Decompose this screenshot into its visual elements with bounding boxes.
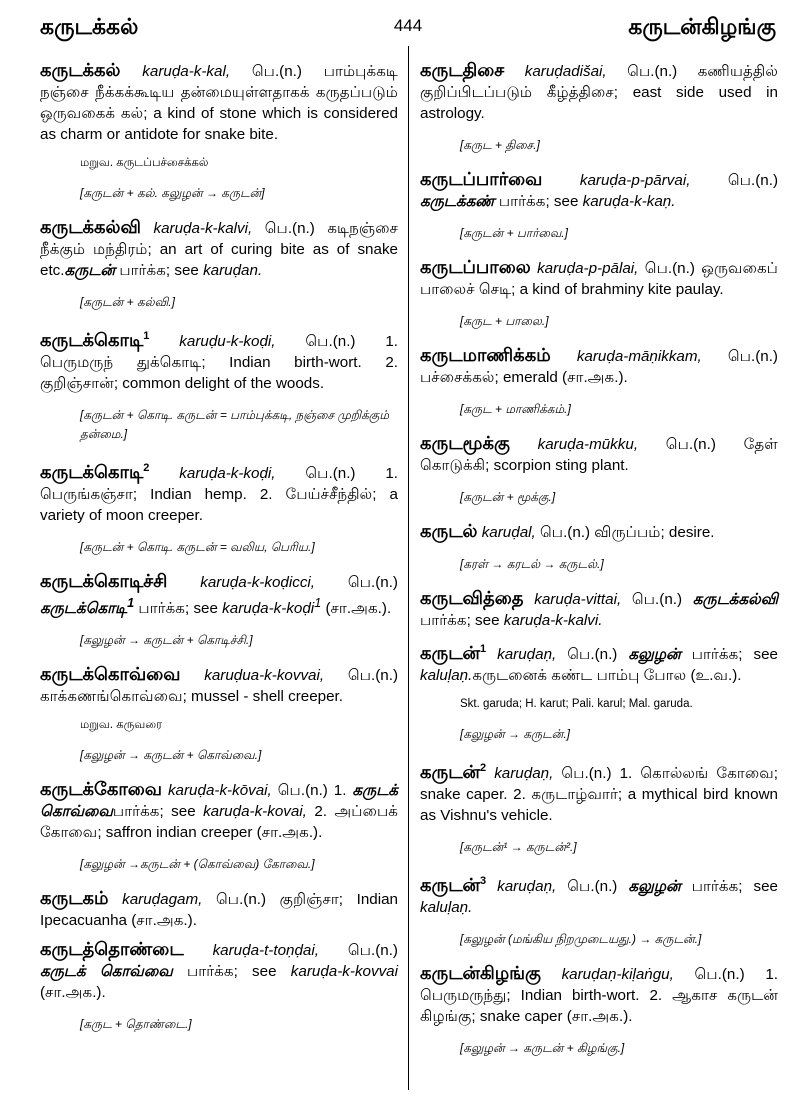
transliteration: karuḍaṇ, — [497, 878, 557, 895]
dictionary-entry — [40, 664, 398, 707]
transliteration: karuḍa-vittai, — [534, 591, 622, 608]
cross-reference: கருடக்கல்வி — [692, 591, 778, 608]
synonym-note: மறுவ. கருடப்பச்சைக்கல் — [80, 157, 209, 169]
headword: கருடக்கொடி$^2$ — [40, 462, 150, 482]
definition: பெ.(n.) 1. பெருமருந் துக்கொடி; Indian birth-wort. 2. குறிஞ்சான்; common delight of the woods. — [40, 333, 398, 392]
etymology: [கருடன் + பார்வை.] — [460, 226, 568, 240]
etymology: [கருட + மாணிக்கம்.] — [460, 402, 571, 416]
etymology: [கருட + பாலை.] — [460, 314, 549, 328]
definition: பெ.(n.) ஒருவகைப் பாலைச் செடி; a kind of brahminy kite paulay. — [420, 260, 778, 298]
dictionary-entry — [40, 60, 398, 145]
headword: கருடல் — [420, 521, 478, 541]
etymology: [கருடன் + கொடி. கருடன் = வலிய, பெரிய.] — [80, 540, 315, 554]
etymology: [கரள் → கரடல் → கருடல்.] — [460, 557, 604, 571]
definition: பெ.(n.) 1. — [271, 782, 353, 800]
cross-reference: கருடன் — [64, 262, 116, 279]
definition: பெ.(n.) 1. பெருங்கஞ்சா; Indian hemp. 2. பேய்ச்சீந்தில்; a variety of moon creeper. — [40, 465, 398, 524]
synonym-note: மறுவ. கருவரை — [80, 719, 163, 732]
dictionary-entry — [40, 458, 398, 526]
headword: கருடமாணிக்கம் — [420, 345, 551, 365]
cross-reference: கருடக்கொடி$^1$ — [40, 596, 135, 618]
headword: கருடமூக்கு — [420, 433, 510, 453]
transliteration: karuḍu-k-koḍi, — [179, 333, 276, 350]
definition: பெ.(n.) தேள் கொடுக்கி; scorpion sting plant. — [420, 436, 778, 474]
headword: கருடகம் — [40, 888, 109, 909]
header-right-word: கருடன்கிழங்கு — [628, 14, 776, 39]
transliteration: karuḍa-māṇikkam, — [576, 348, 702, 365]
cognates-note: Skt. garuda; H. karut; Pali. karul; Mal. garuda. — [460, 698, 693, 710]
transliteration: karuḍa-k-kovai, — [203, 803, 307, 821]
definition: பார்க்க; see — [112, 803, 204, 821]
transliteration: karuḍa-mūkku, — [537, 436, 639, 453]
etymology: [கலுழன் → கருடன் + கிழங்கு.] — [460, 1041, 625, 1055]
definition: பெ.(n.) குறிஞ்சா; Indian Ipecacuanha (சா.அக.). — [40, 891, 398, 930]
etymology: [கருடன்¹ → கருடன்².] — [460, 840, 577, 854]
transliteration: karuḍan. — [203, 262, 263, 279]
dictionary-entry — [420, 588, 778, 631]
transliteration: karuḍa-k-kōvai, — [167, 782, 272, 800]
transliteration: karuḍa-k-koḍi, — [179, 465, 276, 482]
definition: பெ.(n.) — [315, 574, 398, 591]
etymology: [கலுழன் →கருடன் + (கொவ்வை) கோவை.] — [80, 857, 315, 872]
dictionary-entry — [420, 345, 778, 388]
etymology: [கருடன் + கல்வி.] — [80, 295, 175, 309]
definition: பெ.(n.) பச்சைக்கல்; emerald (சா.அக.). — [420, 348, 778, 386]
headword: கருடக்கல்வி — [40, 217, 141, 237]
definition: பார்க்க; see — [134, 600, 223, 618]
page-number: 444 — [393, 16, 423, 35]
etymology: [கருடன் + மூக்கு.] — [460, 490, 556, 504]
definition: 2. அப்பைக் கோவை; saffron indian creeper (சா.அக.). — [40, 803, 398, 842]
transliteration: karuḍa-p-pārvai, — [579, 172, 691, 189]
cross-reference: கலுழன் — [628, 878, 681, 895]
definition: பார்க்க; see — [680, 878, 779, 895]
definition: (சா.அக.). — [40, 984, 106, 1002]
headword: கருடக்கொடி$^1$ — [40, 330, 150, 350]
dictionary-entry — [420, 871, 778, 918]
definition: (சா.அக.). — [321, 600, 392, 618]
definition: பெ.(n.) — [621, 591, 693, 608]
transliteration: karuḍa-k-kovvai — [290, 963, 398, 981]
headword: கருடவித்தை — [420, 588, 524, 608]
headword: கருடப்பாலை — [420, 257, 531, 277]
dictionary-entry — [420, 521, 778, 543]
dictionary-entry — [40, 571, 398, 619]
etymology: [கருட + தொண்டை.] — [80, 1017, 192, 1032]
dictionary-entry — [420, 963, 778, 1027]
definition: பெ.(n.) 1. கொல்லங் கோவை; snake caper. 2. கருடாழ்வார்; a mythical bird known as Vishnu's vehicle. — [420, 765, 778, 824]
dictionary-entry — [40, 939, 398, 1003]
transliteration: karuḍa-k-kalvi, — [153, 220, 253, 237]
dictionary-entry — [420, 758, 778, 826]
headword: கருடன்கிழங்கு — [420, 963, 541, 983]
transliteration: karuḍa-k-kaṇ. — [582, 193, 676, 210]
headword: கருடக்கல் — [40, 60, 121, 80]
headword: கருடன்$^3$ — [420, 875, 487, 895]
left-column — [40, 60, 398, 1048]
transliteration: karuḍal, — [481, 524, 536, 541]
definition: பார்க்க; see — [680, 646, 779, 663]
etymology: [கலுழன் → கருடன்.] — [460, 727, 570, 741]
etymology: [கருடன் + கல். கலுழன் → கருடன்] — [80, 186, 265, 200]
page-header — [40, 14, 776, 48]
dictionary-entry — [420, 169, 778, 212]
cross-reference: கருடக் கொவ்வை — [40, 782, 398, 821]
headword: கருடதிசை — [420, 60, 505, 80]
transliteration: karuḍadišai, — [524, 63, 607, 80]
transliteration: karuḍa-p-pālai, — [537, 260, 639, 277]
headword: கருடன்$^1$ — [420, 643, 487, 663]
definition: கருடனைக் கண்ட பாம்பு போல (உ.வ.). — [472, 667, 742, 684]
dictionary-entry — [40, 888, 398, 931]
dictionary-entry — [420, 639, 778, 686]
definition: பெ.(n.) — [690, 172, 778, 189]
headword: கருடக்கோவை — [40, 779, 162, 800]
transliteration: karuḍa-k-koḍi$^1$ — [222, 596, 322, 618]
transliteration: karuḍa-k-koḍicci, — [200, 574, 316, 591]
dictionary-entry — [40, 326, 398, 394]
headword: கருடப்பார்வை — [420, 169, 543, 189]
headword: கருடத்தொண்டை — [40, 939, 184, 960]
definition: பார்க்க; see — [172, 963, 291, 981]
header-left-word: கருடக்கல் — [40, 14, 139, 39]
transliteration: karuḍa-k-kalvi. — [503, 612, 603, 629]
etymology: [கலுழன் → கருடன் + கொடிச்சி.] — [80, 633, 253, 648]
definition: பார்க்க; see — [115, 262, 204, 279]
cross-reference: கருடக்கண் — [420, 193, 495, 210]
transliteration: karuḍa-k-kal, — [142, 63, 231, 80]
transliteration: karuḍagam, — [122, 891, 203, 909]
transliteration: kaluḷaṇ. — [420, 899, 473, 916]
etymology: [கருடன் + கொடி. கருடன் = பாம்புக்கடி, நஞ்சை முறிக்கும் தன்மை.] — [80, 408, 390, 441]
headword: கருடக்கொவ்வை — [40, 664, 181, 685]
cross-reference: கருடக் கொவ்வை — [40, 963, 173, 981]
headword: கருடக்கொடிச்சி — [40, 571, 168, 591]
transliteration: karuḍaṇ, — [497, 646, 557, 663]
transliteration: karuḍaṇ, — [494, 765, 554, 782]
etymology: [கலுழன் → கருடன் + கொவ்வை.] — [80, 748, 262, 763]
dictionary-entry — [420, 257, 778, 300]
transliteration: karuḍa-t-toṇḍai, — [212, 942, 319, 960]
definition: பெ.(n.) பாம்புக்கடி நஞ்சை நீக்கக்கூடிய தன்மையுள்ளதாகக் கருதப்படும் ஒருவகைக் கல்; a kind of stone which is considered as charm or antidote for snake bite. — [40, 63, 398, 143]
definition: பார்க்க; see — [420, 612, 504, 629]
definition: பெ.(n.) — [556, 646, 629, 663]
column-divider — [408, 46, 409, 1090]
cross-reference: கலுழன் — [628, 646, 681, 663]
transliteration: kaluḷaṇ. — [420, 667, 473, 684]
definition: பெ.(n.) கணியத்தில் குறிப்பிடப்படும் கீழ்த்திசை; east side used in astrology. — [420, 63, 778, 122]
definition: பெ.(n.) 1. பெருமருந்து; Indian birth-wort. 2. ஆகாச கருடன் கிழங்கு; snake caper (சா.அக.). — [420, 966, 778, 1025]
transliteration: karuḍaṇ-kiḷaṅgu, — [561, 966, 674, 983]
definition: பெ.(n.) — [318, 942, 398, 960]
headword: கருடன்$^2$ — [420, 762, 487, 782]
etymology: [கலுழன் (மங்கிய நிறமுடையது.) → கருடன்.] — [460, 932, 702, 946]
transliteration: karuḍua-k-kovvai, — [204, 667, 325, 685]
definition: பெ.(n.) விருப்பம்; desire. — [535, 524, 715, 541]
dictionary-entry — [420, 433, 778, 476]
definition: பார்க்க; see — [494, 193, 583, 210]
definition: பெ.(n.) கடிநஞ்சை நீக்கும் மந்திரம்; an art of curing bite as of snake etc. — [40, 220, 398, 279]
dictionary-entry — [40, 217, 398, 281]
definition: பெ.(n.) — [556, 878, 629, 895]
etymology: [கருட + திசை.] — [460, 138, 540, 152]
dictionary-entry — [420, 60, 778, 124]
definition: பெ.(n.) காக்கணங்கொவ்வை; mussel - shell creeper. — [40, 667, 398, 706]
right-column — [420, 60, 778, 1072]
dictionary-entry — [40, 779, 398, 843]
